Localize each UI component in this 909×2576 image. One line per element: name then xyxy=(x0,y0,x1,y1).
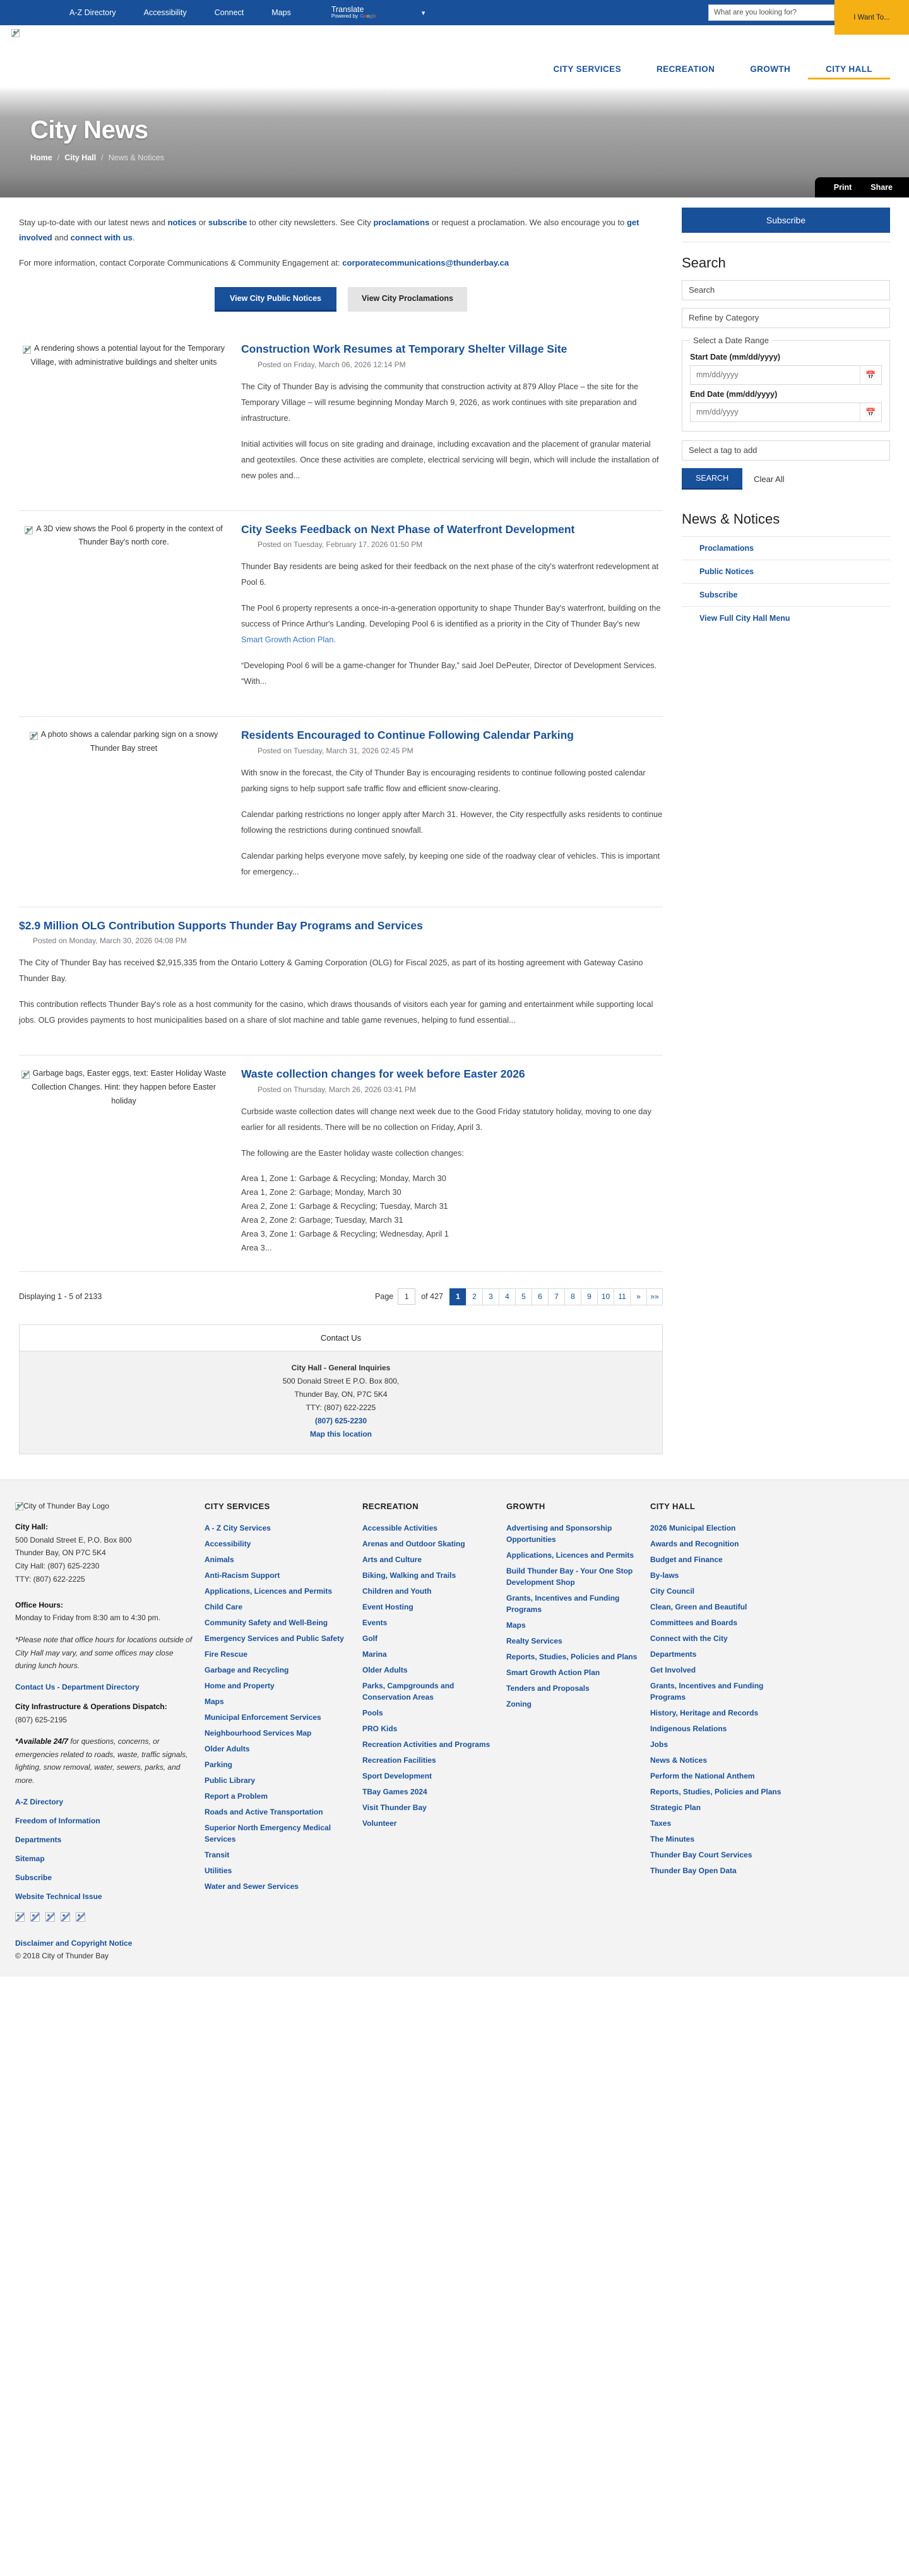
topbar-spacer xyxy=(425,0,708,25)
footer-link[interactable]: Arenas and Outdoor Skating xyxy=(362,1539,465,1548)
calendar-icon[interactable]: 📅 xyxy=(860,366,881,384)
news-item xyxy=(19,717,663,907)
contact-us-body xyxy=(20,1351,662,1454)
breadcrumb-current: News & Notices xyxy=(108,153,164,162)
footer-link[interactable]: Maps xyxy=(205,1697,224,1706)
footer-available-bold: *Available 24/7 xyxy=(15,1737,69,1746)
footer-link[interactable]: Sport Development xyxy=(362,1771,432,1780)
intro-text-a: Stay up-to-date with our latest news and xyxy=(19,218,168,227)
news-paragraph: Calendar parking restrictions no longer apply after March 31. However, the City respectfully asks residents to continue following the restrictions during continued snowfall. xyxy=(241,809,663,835)
map-this-location-link[interactable]: Map this location xyxy=(309,1429,372,1438)
translate-label: Translate xyxy=(331,5,364,15)
footer-link[interactable]: Smart Growth Action Plan xyxy=(506,1667,600,1677)
news-paragraph: With snow in the forecast, the City of Thunder Bay is encouraging residents to continue following posted calendar parking signs to help support safe traffic flow and efficient snow-clearing. xyxy=(241,767,646,793)
sidebar-link-public-notices[interactable]: Public Notices xyxy=(682,560,890,584)
refine-by-category-select[interactable]: Refine by Category xyxy=(682,308,890,328)
pagination xyxy=(19,1272,663,1318)
footer-office-hours-label: Office Hours: xyxy=(15,1600,64,1609)
footer-link[interactable]: Animals xyxy=(205,1555,234,1564)
global-search-input[interactable]: What are you looking for? xyxy=(708,4,835,21)
list-item: Area 1, Zone 2: Garbage; Monday, March 30 xyxy=(241,1187,401,1197)
footer-column-growth xyxy=(506,1502,650,1932)
news-thumbnail[interactable] xyxy=(19,1067,239,1255)
footer-link[interactable]: Parking xyxy=(205,1760,233,1769)
news-paragraph: “Developing Pool 6 will be a game-changer for Thunder Bay,” said Joel DePeuter, Director of Development Services. “With... xyxy=(241,661,657,686)
contact-tty: TTY: (807) 622-2225 xyxy=(306,1403,376,1412)
page-button-8[interactable]: 8 xyxy=(564,1288,581,1305)
footer-link[interactable]: Events xyxy=(362,1618,388,1627)
main-content xyxy=(19,197,663,1479)
date-range-legend: Select a Date Range xyxy=(693,336,769,345)
copyright-text: © 2018 City of Thunder Bay xyxy=(15,1951,109,1960)
news-image-alt-text: A rendering shows a potential layout for the Temporary Village, with administrative buildings and shelter units xyxy=(30,344,225,367)
breadcrumb-city-hall[interactable]: City Hall xyxy=(64,153,97,162)
start-date-input[interactable]: mm/dd/yyyy xyxy=(696,370,739,379)
main-navigation xyxy=(0,64,909,87)
footer-social-icons xyxy=(15,1912,193,1922)
sidebar-news-links xyxy=(682,536,890,630)
footer-link-freedom-of-information[interactable]: Freedom of Information xyxy=(15,1816,100,1825)
intro-block xyxy=(19,215,663,271)
twitter-icon[interactable] xyxy=(30,1912,40,1922)
page-number-input[interactable]: 1 xyxy=(398,1288,415,1305)
broken-image-icon xyxy=(25,526,33,534)
footer-link[interactable]: Anti-Racism Support xyxy=(205,1570,280,1580)
footer-link-departments[interactable]: Departments xyxy=(15,1835,62,1844)
footer-dispatch-label: City Infrastructure & Operations Dispatch: xyxy=(15,1702,167,1711)
page-button-4[interactable]: 4 xyxy=(499,1288,515,1305)
news-image-alt-text: Garbage bags, Easter eggs, text: Easter Holiday Waste Collection Changes. Hint: they happen before Easter holiday xyxy=(32,1069,227,1105)
footer-link[interactable]: A - Z City Services xyxy=(205,1523,271,1532)
page-button-10[interactable]: 10 xyxy=(597,1288,614,1305)
print-share-bar xyxy=(815,177,909,197)
news-image-alt-text: A 3D view shows the Pool 6 property in the context of Thunder Bay's north core. xyxy=(36,524,223,547)
footer-link[interactable]: Golf xyxy=(362,1633,377,1643)
footer-link[interactable]: Pools xyxy=(362,1708,383,1717)
news-paragraph: The City of Thunder Bay is advising the community that construction activity at 879 Alloy Place – the site for the Temporary Village – will resume beginning Monday March 9, 2026, as work continues with site preparation and infrastructure. xyxy=(241,381,639,423)
utility-link-maps[interactable]: Maps xyxy=(271,8,291,17)
utility-link-accessibility[interactable]: Accessibility xyxy=(143,8,187,17)
nav-item-city-hall[interactable]: CITY HALL xyxy=(808,64,890,79)
footer-heading-recreation: RECREATION xyxy=(362,1501,419,1511)
footer-link[interactable]: Recreation Activities and Programs xyxy=(362,1739,490,1749)
intro-link-get-involved[interactable]: get involved xyxy=(19,218,639,243)
news-item xyxy=(19,1056,663,1272)
footer-dispatch-phone: (807) 625-2195 xyxy=(15,1715,68,1724)
page-button-9[interactable]: 9 xyxy=(581,1288,597,1305)
logo-row xyxy=(0,25,909,64)
select-tag-input[interactable]: Select a tag to add xyxy=(682,440,890,461)
footer-link[interactable]: Water and Sewer Services xyxy=(205,1881,299,1891)
news-paragraph: This contribution reflects Thunder Bay's role as a host community for the casino, which draws thousands of visitors each year for gaming and entertainment while supporting local jobs. OLG provides payments to host municipalities based on a share of slot machine and table game revenues, helping to fund essential... xyxy=(19,999,653,1025)
footer-link-website-technical-issue[interactable]: Website Technical Issue xyxy=(15,1891,102,1901)
footer-link[interactable]: Connect with the City xyxy=(650,1633,728,1643)
footer-logo[interactable] xyxy=(15,1502,193,1510)
footer-link[interactable]: City Council xyxy=(650,1586,695,1596)
news-item xyxy=(19,511,663,717)
sidebar-news-heading: News & Notices xyxy=(682,511,780,527)
broken-image-icon xyxy=(30,732,38,740)
footer-link[interactable]: Superior North Emergency Medical Services xyxy=(205,1823,331,1844)
intro-link-subscribe[interactable]: subscribe xyxy=(208,218,247,227)
footer-link[interactable]: PRO Kids xyxy=(362,1724,398,1733)
footer-link[interactable]: Reports, Studies, Policies and Plans xyxy=(650,1787,781,1796)
smart-growth-action-plan-link[interactable]: Smart Growth Action Plan. xyxy=(241,635,336,645)
footer-link[interactable]: Taxes xyxy=(650,1818,672,1828)
start-date-label: Start Date (mm/dd/yyyy) xyxy=(690,353,781,362)
sidebar-link-proclamations[interactable]: Proclamations xyxy=(682,537,890,560)
footer-link[interactable]: The Minutes xyxy=(650,1834,695,1844)
footer-link[interactable]: Roads and Active Transportation xyxy=(205,1807,323,1816)
footer-heading-growth: GROWTH xyxy=(506,1501,545,1511)
footer-link[interactable]: Strategic Plan xyxy=(650,1803,701,1812)
broken-image-icon xyxy=(15,1502,23,1510)
utility-link-az-directory[interactable]: A-Z Directory xyxy=(69,8,116,17)
search-submit-button[interactable]: SEARCH xyxy=(682,468,742,490)
footer-heading-city-services: CITY SERVICES xyxy=(205,1501,270,1511)
clear-all-button[interactable]: Clear All xyxy=(754,474,785,484)
footer-link[interactable]: Marina xyxy=(362,1649,387,1659)
intro-text-d: or request a proclamation. We also encourage you to xyxy=(429,218,627,227)
calendar-icon[interactable]: 📅 xyxy=(860,403,881,421)
footer-link[interactable]: News & Notices xyxy=(650,1755,708,1765)
footer-link[interactable]: Visit Thunder Bay xyxy=(362,1803,427,1812)
news-date: Posted on Tuesday, February 17, 2026 01:50 PM xyxy=(258,540,423,550)
footer-link[interactable]: Event Hosting xyxy=(362,1602,413,1611)
page-title: City News xyxy=(30,116,148,144)
footer-link[interactable]: By-laws xyxy=(650,1570,679,1580)
waste-collection-list xyxy=(241,1172,663,1255)
footer-link[interactable]: Thunder Bay Open Data xyxy=(650,1866,737,1875)
footer-link[interactable]: Arts and Culture xyxy=(362,1555,422,1564)
news-item xyxy=(19,907,663,1056)
contact-address-line-1: 500 Donald Street E P.O. Box 800, xyxy=(282,1376,400,1385)
intro-contact-text: For more information, contact Corporate Communications & Community Engagement at: xyxy=(19,258,343,268)
page-body xyxy=(0,197,909,1479)
page-button-3[interactable]: 3 xyxy=(482,1288,499,1305)
news-body xyxy=(239,342,663,493)
list-item: Area 3, Zone 1: Garbage & Recycling; Wednesday, April 1 xyxy=(241,1228,449,1238)
print-button[interactable]: Print xyxy=(833,183,852,192)
contact-address-line-2: Thunder Bay, ON, P7C 5K4 xyxy=(294,1389,388,1399)
instagram-icon[interactable] xyxy=(45,1912,55,1922)
footer-link[interactable]: Garbage and Recycling xyxy=(205,1665,289,1674)
footer-link-az-directory[interactable]: A-Z Directory xyxy=(15,1797,64,1806)
total-pages-label: of 427 xyxy=(421,1292,443,1302)
footer-link[interactable]: Transit xyxy=(205,1850,230,1859)
list-item: Area 2, Zone 2: Garbage; Tuesday, March 31 xyxy=(241,1214,403,1225)
footer-available-text: for questions, concerns, or emergencies related to roads, waste, traffic signals, lighting, snow removal, water, sewers, parks, and more. xyxy=(15,1737,188,1785)
translate-widget[interactable] xyxy=(331,0,376,25)
intro-link-connect-with-us[interactable]: connect with us xyxy=(70,233,133,243)
footer-link-sitemap[interactable]: Sitemap xyxy=(15,1854,45,1863)
start-date-field[interactable] xyxy=(690,365,882,385)
footer-heading-city-hall: CITY HALL xyxy=(650,1501,696,1511)
footer-column-city-services xyxy=(205,1502,362,1932)
chevron-down-icon[interactable]: ▾ xyxy=(421,9,425,17)
contact-us-heading: Contact Us xyxy=(20,1325,662,1351)
end-date-label: End Date (mm/dd/yyyy) xyxy=(690,390,778,399)
news-date: Posted on Thursday, March 26, 2026 03:41 PM xyxy=(258,1085,417,1094)
next-page-icon[interactable]: » xyxy=(630,1288,646,1305)
intro-button-row xyxy=(19,287,663,312)
footer-column-recreation xyxy=(362,1502,506,1932)
intro-text-e: and xyxy=(52,233,71,243)
news-title-link[interactable]: $2.9 Million OLG Contribution Supports Thunder Bay Programs and Services xyxy=(19,919,423,932)
powered-by-text: Powered by xyxy=(331,13,359,20)
footer-link[interactable]: Home and Property xyxy=(205,1681,275,1690)
footer-link[interactable]: Municipal Enforcement Services xyxy=(205,1712,321,1722)
contact-phone-link[interactable]: (807) 625-2230 xyxy=(314,1416,367,1425)
footer-link[interactable]: Utilities xyxy=(205,1866,232,1875)
intro-link-proclamations[interactable]: proclamations xyxy=(373,218,430,227)
breadcrumb xyxy=(30,153,909,162)
page-button-2[interactable]: 2 xyxy=(466,1288,482,1305)
footer-link[interactable]: Build Thunder Bay - Your One Stop Development Shop xyxy=(506,1566,633,1587)
intro-text-b: or xyxy=(196,218,208,227)
intro-link-notices[interactable]: notices xyxy=(167,218,197,227)
sidebar-subscribe-button[interactable]: Subscribe xyxy=(682,208,890,233)
google-logo: Google xyxy=(360,13,376,20)
footer-office-note: *Please note that office hours for locations outside of City Hall may vary, and some offices may close during lunch hours. xyxy=(15,1635,193,1671)
footer-link[interactable]: Parks, Campgrounds and Conservation Areas xyxy=(362,1681,454,1702)
share-button[interactable]: Share xyxy=(870,183,893,192)
broken-image-icon xyxy=(23,346,31,354)
page-button-7[interactable]: 7 xyxy=(548,1288,564,1305)
breadcrumb-separator-2: / xyxy=(101,153,104,162)
news-date: Posted on Monday, March 30, 2026 04:08 PM xyxy=(33,936,187,946)
list-item: Area 3... xyxy=(241,1242,272,1252)
footer-link[interactable]: Indigenous Relations xyxy=(650,1724,727,1733)
news-title-link[interactable]: City Seeks Feedback on Next Phase of Waterfront Development xyxy=(241,522,575,536)
news-paragraph: Initial activities will focus on site grading and drainage, including excavation and the placement of granular material and geotextiles. Once these activities are complete, electrical servicing will begin, which will include the installation of new poles and... xyxy=(241,438,659,480)
page-label: Page xyxy=(375,1292,394,1302)
footer-link[interactable]: 2026 Municipal Election xyxy=(650,1523,736,1532)
news-paragraph: The City of Thunder Bay has received $2,915,335 from the Ontario Lottery & Gaming Corporation (OLG) for Fiscal 2025, as part of its hosting agreement with Gateway Casino Thunder Bay. xyxy=(19,958,643,984)
contact-us-box xyxy=(19,1324,663,1454)
footer-available-note xyxy=(15,1735,193,1787)
footer-link[interactable]: TBay Games 2024 xyxy=(362,1787,427,1796)
footer-link[interactable]: Grants, Incentives and Funding Programs xyxy=(650,1681,764,1702)
facebook-icon[interactable] xyxy=(15,1912,25,1922)
news-paragraph xyxy=(241,601,663,648)
footer-link[interactable]: Thunder Bay Court Services xyxy=(650,1850,752,1859)
nav-item-recreation[interactable]: RECREATION xyxy=(656,64,715,74)
sidebar-search-heading: Search xyxy=(682,255,726,271)
news-date: Posted on Friday, March 06, 2026 12:14 PM xyxy=(258,360,406,369)
footer-logo-alt: City of Thunder Bay Logo xyxy=(23,1501,109,1510)
footer-link[interactable]: Applications, Licences and Permits xyxy=(205,1586,333,1596)
hero-inner xyxy=(0,87,909,162)
footer-contact-column xyxy=(15,1502,205,1932)
news-paragraph: Thunder Bay residents are being asked for their feedback on the next phase of the city's waterfront redevelopment at Pool 6. xyxy=(241,562,659,587)
news-paragraph: Calendar parking helps everyone move safely, by keeping one side of the roadway clear of vehicles. This is important for emergency... xyxy=(241,850,660,876)
results-count: Displaying 1 - 5 of 2133 xyxy=(19,1292,102,1302)
contact-title: City Hall - General Inquiries xyxy=(291,1363,391,1372)
footer-link[interactable]: Accessibility xyxy=(205,1539,251,1548)
search-actions xyxy=(682,468,890,490)
nav-item-city-services[interactable]: CITY SERVICES xyxy=(553,64,621,74)
pagination-controls xyxy=(375,1288,663,1305)
footer-city-hall-label: City Hall: xyxy=(15,1522,49,1531)
linkedin-icon[interactable] xyxy=(76,1912,85,1922)
i-want-to-button[interactable]: I Want To... xyxy=(835,0,909,35)
footer-link[interactable]: Neighbourhood Services Map xyxy=(205,1728,312,1738)
utility-bar xyxy=(0,0,909,25)
sidebar-link-subscribe[interactable]: Subscribe xyxy=(682,584,890,607)
news-image-alt-text: A photo shows a calendar parking sign on a snowy Thunder Bay street xyxy=(40,730,218,753)
list-item: Area 1, Zone 1: Garbage & Recycling; Monday, March 30 xyxy=(241,1173,446,1183)
footer-address-2: Thunder Bay, ON P7C 5K4 xyxy=(15,1548,106,1558)
translate-powered-by xyxy=(331,14,376,19)
page-button-1[interactable]: 1 xyxy=(449,1288,466,1305)
footer-link[interactable]: Older Adults xyxy=(362,1665,408,1674)
news-body xyxy=(239,522,663,700)
footer-link[interactable]: Grants, Incentives and Funding Programs xyxy=(506,1593,620,1614)
sidebar-search-input[interactable]: Search xyxy=(682,280,890,300)
news-body xyxy=(239,728,663,890)
footer-address-4: TTY: (807) 622-2225 xyxy=(15,1574,85,1584)
footer-link[interactable]: Fire Rescue xyxy=(205,1649,248,1659)
news-body xyxy=(19,919,663,1039)
intro-text-f: . xyxy=(132,233,135,243)
footer-link[interactable]: Applications, Licences and Permits xyxy=(506,1550,634,1560)
footer-dispatch-block xyxy=(15,1700,193,1787)
intro-text-c: to other city newsletters. See City xyxy=(247,218,374,227)
news-paragraph: The following are the Easter holiday waste collection changes: xyxy=(241,1148,464,1158)
footer-link[interactable]: Departments xyxy=(650,1649,697,1659)
youtube-icon[interactable] xyxy=(61,1912,70,1922)
footer-link-subscribe[interactable]: Subscribe xyxy=(15,1873,52,1882)
intro-email-link[interactable]: corporatecommunications@thunderbay.ca xyxy=(342,258,509,268)
view-proclamations-button[interactable]: View City Proclamations xyxy=(348,287,467,312)
date-range-fieldset xyxy=(682,336,890,432)
footer-bottom xyxy=(0,1938,909,1977)
site-footer xyxy=(0,1479,909,1938)
site-logo-broken-image-icon[interactable] xyxy=(11,29,20,37)
news-title-link[interactable]: Construction Work Resumes at Temporary Shelter Village Site xyxy=(241,343,567,356)
page-button-11[interactable]: 11 xyxy=(614,1288,630,1305)
broken-image-icon xyxy=(21,1071,30,1079)
footer-link[interactable]: Tenders and Proposals xyxy=(506,1683,590,1693)
footer-link[interactable]: Biking, Walking and Trails xyxy=(362,1570,456,1580)
news-item xyxy=(19,331,663,510)
news-thumbnail[interactable] xyxy=(19,522,239,700)
footer-link[interactable]: Reports, Studies, Policies and Plans xyxy=(506,1652,638,1661)
page-hero xyxy=(0,87,909,197)
footer-link[interactable]: Advertising and Sponsorship Opportunities xyxy=(506,1523,612,1544)
footer-link[interactable]: Budget and Finance xyxy=(650,1555,723,1564)
footer-link[interactable]: History, Heritage and Records xyxy=(650,1708,759,1717)
news-thumbnail[interactable] xyxy=(19,728,239,890)
footer-link[interactable]: Emergency Services and Public Safety xyxy=(205,1633,344,1643)
news-date: Posted on Tuesday, March 31, 2026 02:45 PM xyxy=(258,746,413,755)
footer-office-hours: Monday to Friday from 8:30 am to 4:30 pm. xyxy=(15,1613,161,1623)
footer-column-city-hall xyxy=(650,1502,794,1932)
footer-link[interactable]: Get Involved xyxy=(650,1665,696,1674)
footer-link[interactable]: Clean, Green and Beautiful xyxy=(650,1602,747,1611)
page-button-5[interactable]: 5 xyxy=(515,1288,532,1305)
view-public-notices-button[interactable]: View City Public Notices xyxy=(215,287,336,312)
news-body xyxy=(239,1067,663,1255)
news-thumbnail[interactable] xyxy=(19,342,239,493)
footer-link[interactable]: Community Safety and Well-Being xyxy=(205,1618,328,1627)
footer-link[interactable]: Zoning xyxy=(506,1699,532,1709)
footer-link[interactable]: Children and Youth xyxy=(362,1586,432,1596)
footer-link[interactable]: Committees and Boards xyxy=(650,1618,738,1627)
footer-link[interactable]: Awards and Recognition xyxy=(650,1539,739,1548)
footer-link[interactable]: Report a Problem xyxy=(205,1791,268,1801)
disclaimer-link[interactable]: Disclaimer and Copyright Notice xyxy=(15,1938,133,1948)
news-title-link[interactable]: Residents Encouraged to Continue Following Calendar Parking xyxy=(241,729,574,742)
footer-link[interactable]: Maps xyxy=(506,1620,526,1630)
footer-link[interactable]: Volunteer xyxy=(362,1818,397,1828)
footer-link[interactable]: Realty Services xyxy=(506,1636,562,1645)
sidebar-link-view-full-menu[interactable]: View Full City Hall Menu xyxy=(699,614,790,623)
list-item: Area 2, Zone 1: Garbage & Recycling; Tuesday, March 31 xyxy=(241,1201,448,1211)
nav-item-growth[interactable]: GROWTH xyxy=(750,64,791,74)
end-date-field[interactable] xyxy=(690,403,882,422)
footer-link[interactable]: Older Adults xyxy=(205,1744,250,1753)
page-button-6[interactable]: 6 xyxy=(532,1288,548,1305)
news-paragraph-text: The Pool 6 property represents a once-in-a-generation opportunity to shape Thunder Bay's waterfront, building on the success of Prince Arthur's Landing. Developing Pool 6 is identified as a priority in the City of Thunder Bay's new xyxy=(241,603,661,629)
news-title-link[interactable]: Waste collection changes for week before Easter 2026 xyxy=(241,1067,525,1081)
breadcrumb-home[interactable]: Home xyxy=(30,153,52,162)
end-date-input[interactable]: mm/dd/yyyy xyxy=(696,408,739,416)
news-paragraph: Curbside waste collection dates will change next week due to the Good Friday statutory holiday, moving to one day earlier for all residents. There will be no collection on Friday, April 3. xyxy=(241,1106,651,1132)
footer-address-1: 500 Donald Street E, P.O. Box 800 xyxy=(15,1535,132,1544)
footer-link[interactable]: Recreation Facilities xyxy=(362,1755,436,1765)
footer-address-3: City Hall: (807) 625-2230 xyxy=(15,1561,100,1570)
last-page-icon[interactable]: »» xyxy=(646,1288,663,1305)
footer-link[interactable]: Public Library xyxy=(205,1775,256,1785)
footer-link[interactable]: Jobs xyxy=(650,1739,668,1749)
footer-link[interactable]: Accessible Activities xyxy=(362,1523,437,1532)
breadcrumb-separator: / xyxy=(57,153,60,162)
footer-address-block xyxy=(15,1520,193,1673)
footer-link[interactable]: Child Care xyxy=(205,1602,243,1611)
utility-links xyxy=(56,0,305,25)
intro-paragraph-2 xyxy=(19,256,663,271)
footer-contact-directory-link[interactable]: Contact Us - Department Directory xyxy=(15,1682,140,1691)
utility-link-connect[interactable]: Connect xyxy=(214,8,244,17)
intro-paragraph-1 xyxy=(19,215,663,245)
footer-link[interactable]: Perform the National Anthem xyxy=(650,1771,755,1780)
sidebar xyxy=(682,197,890,630)
